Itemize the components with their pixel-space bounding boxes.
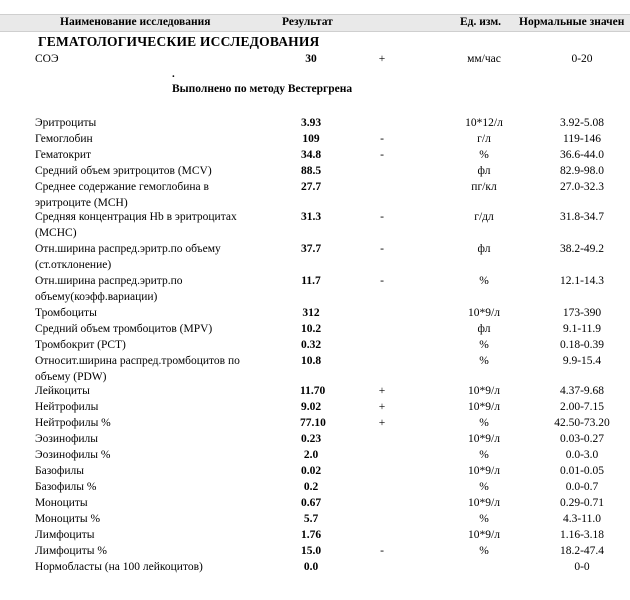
- abnormal-flag: +: [378, 401, 386, 413]
- reference-range: 1.16-3.18: [559, 529, 605, 541]
- header-name: Наименование исследования: [60, 16, 211, 28]
- unit: 10*9/л: [468, 307, 500, 319]
- test-name: Тромбоциты: [35, 307, 97, 319]
- reference-range: 42.50-73.20: [554, 417, 610, 429]
- test-name: СОЭ: [35, 53, 59, 65]
- test-name: Относит.ширина распред.тромбоцитов по объему (PDW): [35, 355, 240, 383]
- reference-range: 173-390: [562, 307, 602, 319]
- test-name: Средний объем тромбоцитов (MPV): [35, 323, 213, 335]
- result-value: 11.7: [301, 275, 321, 287]
- test-name: Базофилы %: [35, 481, 97, 493]
- result-value: 15.0: [300, 545, 322, 557]
- unit: 10*9/л: [468, 385, 500, 397]
- result-value: 312: [302, 307, 320, 319]
- unit: г/л: [477, 133, 491, 145]
- reference-range: 9.1-11.9: [563, 323, 601, 335]
- unit: %: [479, 355, 489, 367]
- abnormal-flag: -: [380, 275, 384, 287]
- result-value: 10.2: [300, 323, 322, 335]
- result-value: 88.5: [300, 165, 322, 177]
- reference-range: 119-146: [563, 133, 601, 145]
- unit: г/дл: [474, 211, 494, 223]
- reference-range: 36.6-44.0: [559, 149, 605, 161]
- reference-range: 0.18-0.39: [559, 339, 605, 351]
- reference-range: 18.2-47.4: [559, 545, 605, 557]
- result-value: 1.76: [300, 529, 322, 541]
- reference-range: 31.8-34.7: [559, 211, 605, 223]
- test-name: Отн.ширина распред.эритр.по объему (ст.отклонение): [35, 243, 221, 271]
- result-value: 11.70: [300, 385, 326, 397]
- unit: %: [479, 417, 489, 429]
- reference-range: 0-20: [571, 53, 593, 65]
- reference-range: 38.2-49.2: [559, 243, 605, 255]
- header-result: Результат: [282, 16, 333, 28]
- result-value: 2.0: [303, 449, 319, 461]
- reference-range: 27.0-32.3: [559, 181, 605, 193]
- abnormal-flag: -: [380, 149, 384, 161]
- test-name: Моноциты: [35, 497, 88, 509]
- unit: %: [479, 545, 489, 557]
- test-name: Лимфоциты %: [35, 545, 107, 557]
- reference-range: 0.01-0.05: [559, 465, 605, 477]
- test-name: Отн.ширина распред.эритр.по объему(коэфф.вариации): [35, 275, 183, 303]
- test-name: Средний объем эритроцитов (MCV): [35, 165, 212, 177]
- abnormal-flag: +: [378, 385, 386, 397]
- result-value: 30: [305, 53, 317, 65]
- result-value: 77.10: [300, 417, 326, 429]
- abnormal-flag: -: [380, 545, 384, 557]
- reference-range: 0.0-3.0: [565, 449, 599, 461]
- abnormal-flag: -: [380, 133, 384, 145]
- test-name: Гемоглобин: [35, 133, 93, 145]
- unit: фл: [477, 323, 491, 335]
- abnormal-flag: +: [378, 417, 386, 429]
- result-value: 0.02: [300, 465, 322, 477]
- reference-range: 9.9-15.4: [562, 355, 602, 367]
- reference-range: 0.29-0.71: [559, 497, 605, 509]
- result-value: 0.67: [300, 497, 322, 509]
- test-name: Лимфоциты: [35, 529, 95, 541]
- reference-range: 0-0: [574, 561, 590, 573]
- unit: %: [479, 481, 489, 493]
- test-name: Среднее содержание гемоглобина в эритроците (MCH): [35, 181, 209, 209]
- result-value: 0.23: [300, 433, 322, 445]
- unit: %: [479, 449, 489, 461]
- test-name: Нормобласты (на 100 лейкоцитов): [35, 561, 203, 573]
- test-name: Эозинофилы %: [35, 449, 111, 461]
- table-header: [0, 14, 630, 32]
- test-name: Нейтрофилы: [35, 401, 99, 413]
- result-value: 0.0: [303, 561, 319, 573]
- unit: мм/час: [467, 53, 501, 65]
- result-value: 3.93: [300, 117, 322, 129]
- abnormal-flag: -: [380, 211, 384, 223]
- unit: %: [479, 513, 489, 525]
- test-name: Эритроциты: [35, 117, 97, 129]
- reference-range: 4.3-11.0: [563, 513, 601, 525]
- method-note: Выполнено по методу Вестергрена: [172, 83, 353, 95]
- test-name: Нейтрофилы %: [35, 417, 111, 429]
- section-title: ГЕМАТОЛОГИЧЕСКИЕ ИССЛЕДОВАНИЯ: [38, 34, 320, 49]
- test-name: Эозинофилы: [35, 433, 99, 445]
- unit: %: [479, 339, 489, 351]
- abnormal-flag: -: [380, 243, 384, 255]
- header-ref: Нормальные значен: [519, 16, 625, 28]
- result-value: 0.32: [300, 339, 322, 351]
- method-note-dot: .: [172, 68, 175, 80]
- reference-range: 2.00-7.15: [559, 401, 605, 413]
- unit: 10*9/л: [468, 497, 500, 509]
- result-value: 9.02: [300, 401, 322, 413]
- reference-range: 0.0-0.7: [565, 481, 599, 493]
- test-name: Средняя концентрация Hb в эритроцитах (MCHC): [35, 211, 237, 239]
- result-value: 37.7: [300, 243, 322, 255]
- result-value: 5.7: [303, 513, 319, 525]
- reference-range: 0.03-0.27: [559, 433, 605, 445]
- test-name: Базофилы: [35, 465, 85, 477]
- unit: 10*9/л: [468, 465, 500, 477]
- unit: 10*9/л: [468, 433, 500, 445]
- unit: фл: [477, 243, 491, 255]
- test-name: Моноциты %: [35, 513, 101, 525]
- unit: %: [479, 275, 489, 287]
- header-unit: Ед. изм.: [460, 16, 502, 28]
- result-value: 0.2: [303, 481, 319, 493]
- reference-range: 4.37-9.68: [559, 385, 605, 397]
- unit: пг/кл: [471, 181, 497, 193]
- unit: 10*9/л: [468, 401, 500, 413]
- test-name: Тромбокрит (PCT): [35, 339, 126, 351]
- unit: 10*12/л: [465, 117, 503, 129]
- result-value: 34.8: [300, 149, 322, 161]
- reference-range: 12.1-14.3: [559, 275, 605, 287]
- unit: %: [479, 149, 489, 161]
- unit: фл: [477, 165, 491, 177]
- reference-range: 82.9-98.0: [559, 165, 605, 177]
- result-value: 10.8: [300, 355, 322, 367]
- test-name: Лейкоциты: [35, 385, 90, 397]
- test-name: Гематокрит: [35, 149, 92, 161]
- unit: 10*9/л: [468, 529, 500, 541]
- reference-range: 3.92-5.08: [559, 117, 605, 129]
- abnormal-flag: +: [378, 53, 386, 65]
- result-value: 109: [302, 133, 320, 145]
- result-value: 31.3: [300, 211, 322, 223]
- result-value: 27.7: [300, 181, 322, 193]
